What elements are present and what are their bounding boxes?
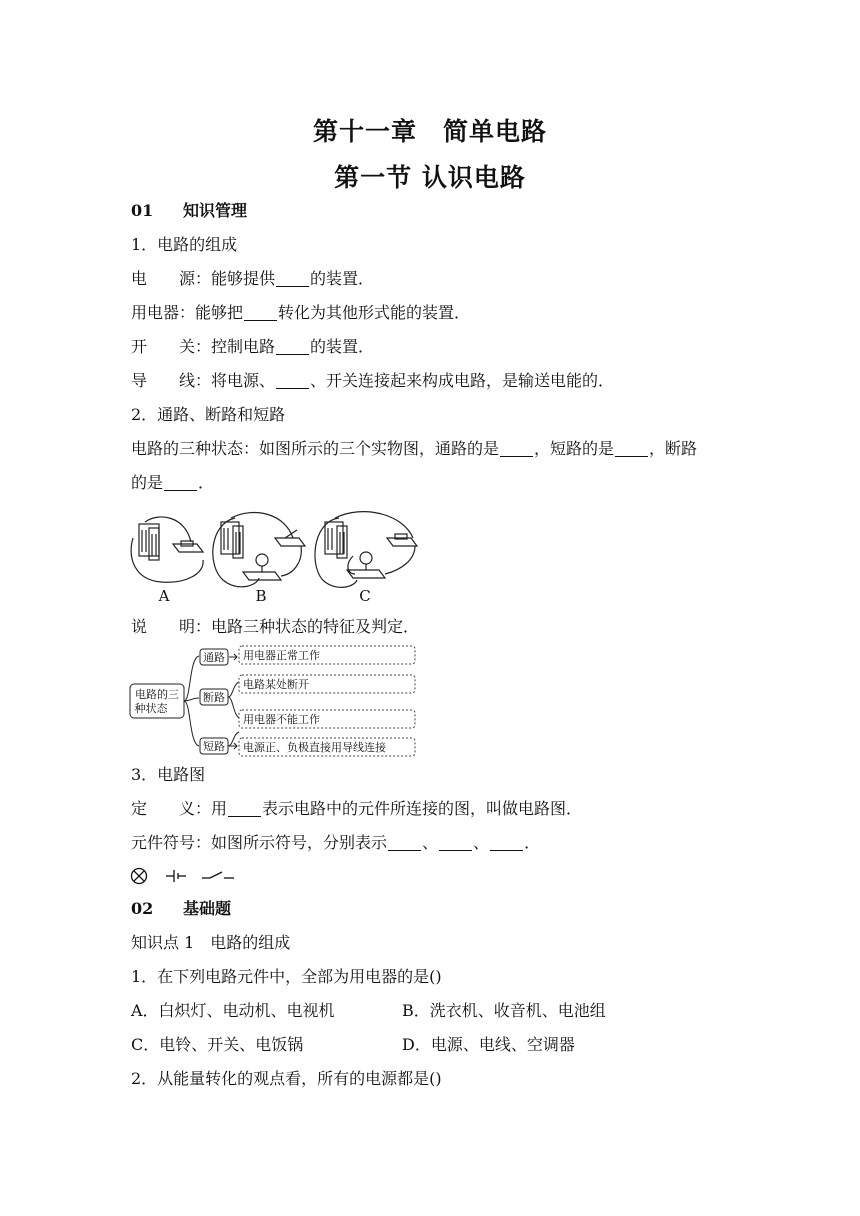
- k2-para-line2: [131, 472, 214, 494]
- q2-stem: 2．从能量转化的观点看，所有的电源都是(): [131, 1069, 442, 1088]
- power-text-b: 的装置．: [310, 269, 375, 288]
- k3-heading: 3．电路图: [131, 765, 206, 784]
- flow-root-line2: 种状态: [134, 702, 168, 715]
- definition-text-a: ：用: [195, 799, 228, 818]
- appliance-text-a: ：能够把: [179, 303, 244, 322]
- appliance-text-b: 转化为其他形式能的装置．: [278, 303, 471, 322]
- q1-option-b: B．洗衣机、收音机、电池组: [402, 1001, 606, 1020]
- arrow-icon: [229, 654, 237, 660]
- circuit-b: [213, 512, 305, 586]
- circuit-symbols: [130, 866, 240, 886]
- fig-label-b: B: [255, 587, 267, 605]
- k2-text-d: 的是: [131, 473, 164, 492]
- switch-symbol-icon: [202, 872, 234, 878]
- switch-a: [173, 544, 203, 552]
- k1-line-power: [131, 268, 374, 290]
- period: ．: [524, 833, 541, 852]
- part1-number: 01: [131, 201, 154, 220]
- wire-text-b: 、开关连接起来构成电路，是输送电能的．: [310, 371, 615, 390]
- wire-text-a: ：将电源、: [195, 371, 276, 390]
- k2-text-c: ，断路: [649, 439, 698, 458]
- q1-stem: 1．在下列电路元件中，全部为用电器的是(): [131, 967, 442, 986]
- circuit-c: [315, 512, 417, 588]
- blank: [500, 440, 533, 457]
- bulb-c: [360, 552, 372, 564]
- k1-line-appliance: [131, 302, 470, 324]
- blank: [276, 372, 309, 389]
- blank: [164, 474, 197, 491]
- note-label: 说 明: [131, 617, 196, 636]
- q1-option-a: A．白炽灯、电动机、电视机: [131, 1001, 335, 1020]
- battery-symbol-icon: [166, 870, 186, 882]
- symbols-text: ：如图所示符号，分别表示: [195, 833, 388, 852]
- flow-r2: 电路某处断开: [243, 678, 309, 691]
- chapter-title: 第十一章 简单电路: [312, 117, 547, 146]
- part1-title: 知识管理: [183, 201, 248, 220]
- q1-option-d: D．电源、电线、空调器: [402, 1035, 575, 1054]
- separator: 、: [473, 833, 490, 852]
- definition-text-b: 表示电路中的元件所连接的图，叫做电路图．: [262, 799, 583, 818]
- k2-text-b: ，短路的是: [534, 439, 615, 458]
- state-flow-diagram: [129, 644, 421, 760]
- arrow-icon: [229, 743, 237, 749]
- symbols-label: 元件符号: [131, 833, 196, 852]
- k2-text-a: 电路的三种状态：如图所示的三个实物图，通路的是: [131, 439, 500, 458]
- blank: [244, 304, 277, 321]
- blank: [615, 440, 648, 457]
- part1-heading: [131, 200, 247, 222]
- wire-label: 导 线: [131, 371, 196, 390]
- bulb-b: [256, 554, 268, 566]
- switch-text-a: ：控制电路: [195, 337, 276, 356]
- blank: [439, 834, 472, 851]
- q1-option-c: C．电铃、开关、电饭锅: [131, 1035, 304, 1054]
- k3-definition: [131, 798, 582, 820]
- note-text: ：电路三种状态的特征及判定．: [195, 617, 420, 636]
- separator: 、: [422, 833, 439, 852]
- flow-r3: 用电器不能工作: [243, 713, 320, 726]
- part2-number: 02: [131, 899, 154, 918]
- k3-symbols: [131, 832, 540, 854]
- blank: [388, 834, 421, 851]
- appliance-label: 用电器: [131, 303, 180, 322]
- flow-r4: 电源正、负极直接用导线连接: [243, 741, 386, 754]
- flow-root-line1: 电路的三: [135, 688, 179, 701]
- blank: [490, 834, 523, 851]
- flow-duanlu2: 短路: [203, 740, 225, 753]
- circuit-a: [131, 517, 203, 582]
- flow-r1: 用电器正常工作: [243, 649, 320, 662]
- k2-text-e: ．: [198, 473, 215, 492]
- blank: [228, 800, 261, 817]
- knowledge-point-1: 知识点 1 电路的组成: [131, 933, 291, 952]
- k2-para-line1: [131, 438, 697, 460]
- section-title: 第一节 认识电路: [334, 163, 526, 192]
- fig-label-a: A: [158, 587, 170, 605]
- part2-heading: [131, 898, 231, 920]
- power-text-a: ：能够提供: [195, 269, 276, 288]
- circuit-figures: [125, 508, 425, 608]
- k1-line-switch: [131, 336, 374, 358]
- switch-b: [275, 538, 305, 546]
- switch-label: 开 关: [131, 337, 196, 356]
- fig-label-c: C: [359, 587, 371, 605]
- definition-label: 定 义: [131, 799, 196, 818]
- k2-note: [131, 616, 419, 638]
- flow-tonglu: 通路: [203, 651, 225, 664]
- k1-heading: 1．电路的组成: [131, 235, 238, 254]
- blank: [276, 270, 309, 287]
- flow-duanlu: 断路: [203, 691, 225, 704]
- blank: [276, 338, 309, 355]
- power-label: 电 源: [131, 269, 196, 288]
- switch-text-b: 的装置．: [310, 337, 375, 356]
- lamp-symbol-icon: [132, 869, 147, 884]
- k2-heading: 2．通路、断路和短路: [131, 405, 286, 424]
- battery-a-2: [149, 528, 159, 560]
- part2-title: 基础题: [183, 899, 232, 918]
- bulb-base-b: [243, 572, 281, 580]
- k1-line-wire: [131, 370, 614, 392]
